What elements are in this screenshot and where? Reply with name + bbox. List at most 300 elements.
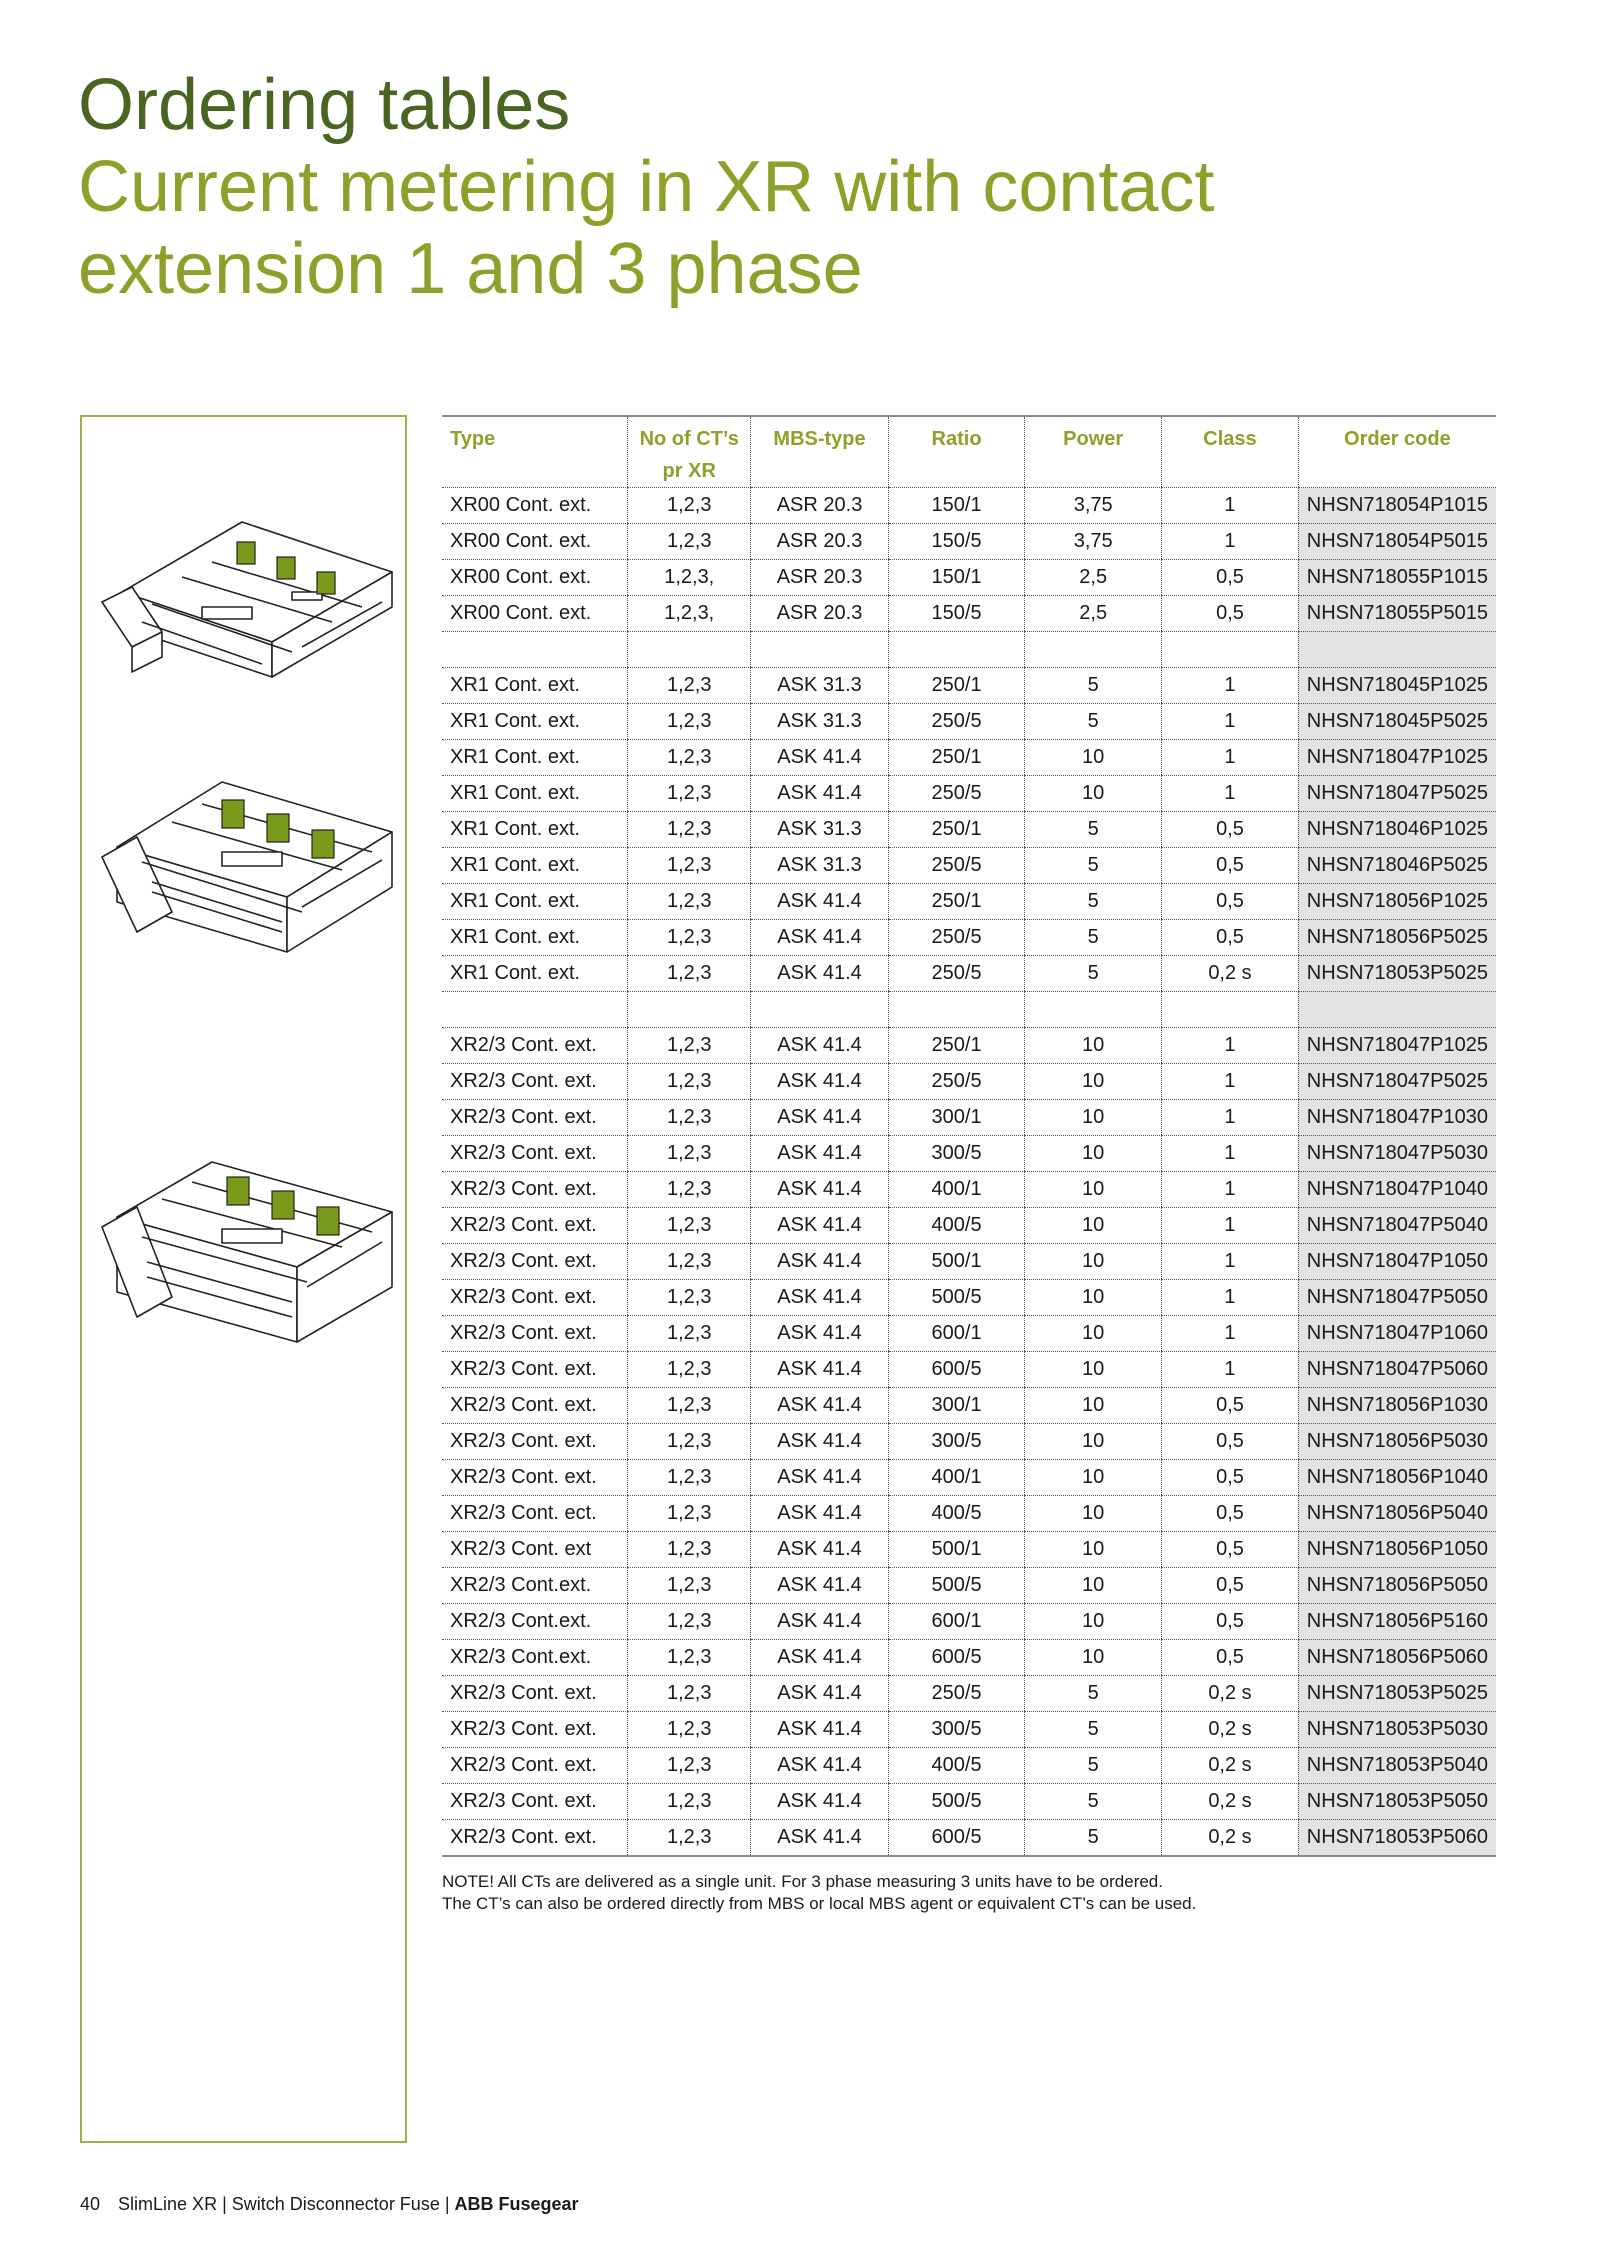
cell-class: 0,5	[1162, 1640, 1299, 1676]
cell-order-code: NHSN718047P5025	[1298, 1064, 1496, 1100]
cell-power: 10	[1025, 740, 1162, 776]
cell-type: XR2/3 Cont. ext.	[442, 1280, 628, 1316]
cell-ratio: 250/1	[889, 812, 1025, 848]
cell-type: XR2/3 Cont.ext.	[442, 1640, 628, 1676]
cell-order-code: NHSN718047P1040	[1298, 1172, 1496, 1208]
cell-ratio: 500/1	[889, 1244, 1025, 1280]
note-line-1: NOTE! All CTs are delivered as a single unit. For 3 phase measuring 3 units have to be ordered.	[442, 1872, 1163, 1891]
table-row	[442, 1172, 1496, 1208]
cell-class: 0,5	[1162, 560, 1299, 596]
cell-order-code: NHSN718047P1050	[1298, 1244, 1496, 1280]
cell-ratio: 600/5	[889, 1820, 1025, 1857]
cell-type	[442, 632, 628, 668]
cell-mbs-type: ASK 41.4	[751, 1280, 889, 1316]
cell-order-code: NHSN718056P5160	[1298, 1604, 1496, 1640]
cell-power: 3,75	[1025, 488, 1162, 524]
cell-ratio: 150/5	[889, 596, 1025, 632]
cell-no-of-cts: 1,2,3	[628, 1388, 751, 1424]
cell-class: 1	[1162, 1028, 1299, 1064]
cell-class: 1	[1162, 1316, 1299, 1352]
cell-order-code: NHSN718056P1030	[1298, 1388, 1496, 1424]
ordering-table	[442, 415, 1496, 1857]
cell-ratio: 250/1	[889, 740, 1025, 776]
cell-class: 0,5	[1162, 1388, 1299, 1424]
cell-order-code: NHSN718056P5060	[1298, 1640, 1496, 1676]
cell-order-code	[1298, 992, 1496, 1028]
cell-ratio: 400/5	[889, 1748, 1025, 1784]
cell-ratio: 500/5	[889, 1280, 1025, 1316]
table-row	[442, 1064, 1496, 1100]
cell-no-of-cts: 1,2,3	[628, 956, 751, 992]
cell-power: 5	[1025, 1820, 1162, 1857]
cell-order-code: NHSN718056P1050	[1298, 1532, 1496, 1568]
cell-mbs-type: ASK 41.4	[751, 776, 889, 812]
cell-class: 1	[1162, 1280, 1299, 1316]
spacer-row	[442, 632, 1496, 668]
cell-mbs-type: ASK 41.4	[751, 1208, 889, 1244]
cell-type: XR2/3 Cont. ext.	[442, 1460, 628, 1496]
cell-mbs-type: ASK 41.4	[751, 1676, 889, 1712]
cell-type: XR00 Cont. ext.	[442, 560, 628, 596]
xr00-drawing	[92, 482, 402, 702]
cell-ratio: 600/5	[889, 1352, 1025, 1388]
header-ratio: Ratio	[889, 416, 1025, 488]
table-row	[442, 920, 1496, 956]
cell-type: XR2/3 Cont. ext.	[442, 1244, 628, 1280]
cell-mbs-type: ASK 41.4	[751, 1604, 889, 1640]
cell-power: 10	[1025, 1136, 1162, 1172]
cell-no-of-cts: 1,2,3	[628, 920, 751, 956]
cell-type: XR2/3 Cont. ext.	[442, 1712, 628, 1748]
cell-type: XR2/3 Cont. ext.	[442, 1784, 628, 1820]
cell-type: XR00 Cont. ext.	[442, 524, 628, 560]
cell-ratio: 150/5	[889, 524, 1025, 560]
cell-order-code: NHSN718053P5030	[1298, 1712, 1496, 1748]
cell-ratio	[889, 992, 1025, 1028]
cell-power: 5	[1025, 884, 1162, 920]
cell-class: 1	[1162, 524, 1299, 560]
cell-mbs-type: ASK 41.4	[751, 1352, 889, 1388]
cell-power: 10	[1025, 1100, 1162, 1136]
cell-ratio: 250/5	[889, 848, 1025, 884]
cell-power: 10	[1025, 1424, 1162, 1460]
cell-power: 5	[1025, 1712, 1162, 1748]
cell-ratio: 300/5	[889, 1424, 1025, 1460]
cell-order-code: NHSN718047P5040	[1298, 1208, 1496, 1244]
cell-type: XR2/3 Cont. ext.	[442, 1388, 628, 1424]
cell-power: 5	[1025, 668, 1162, 704]
cell-type: XR2/3 Cont. ext.	[442, 1820, 628, 1857]
table-row	[442, 1388, 1496, 1424]
cell-mbs-type: ASK 41.4	[751, 1244, 889, 1280]
cell-no-of-cts: 1,2,3	[628, 848, 751, 884]
cell-order-code: NHSN718053P5025	[1298, 956, 1496, 992]
cell-mbs-type: ASK 41.4	[751, 1424, 889, 1460]
cell-order-code: NHSN718047P5030	[1298, 1136, 1496, 1172]
cell-order-code: NHSN718047P1025	[1298, 1028, 1496, 1064]
table-row	[442, 1100, 1496, 1136]
cell-no-of-cts: 1,2,3	[628, 1244, 751, 1280]
cell-no-of-cts: 1,2,3	[628, 1100, 751, 1136]
cell-mbs-type: ASK 41.4	[751, 920, 889, 956]
table-row	[442, 488, 1496, 524]
cell-type: XR2/3 Cont. ext.	[442, 1352, 628, 1388]
cell-power: 2,5	[1025, 560, 1162, 596]
cell-no-of-cts: 1,2,3	[628, 1676, 751, 1712]
cell-order-code: NHSN718045P1025	[1298, 668, 1496, 704]
cell-mbs-type: ASK 41.4	[751, 1640, 889, 1676]
spacer-row	[442, 992, 1496, 1028]
cell-mbs-type: ASK 41.4	[751, 1532, 889, 1568]
cell-mbs-type: ASK 41.4	[751, 1712, 889, 1748]
cell-type: XR1 Cont. ext.	[442, 848, 628, 884]
cell-order-code: NHSN718053P5025	[1298, 1676, 1496, 1712]
cell-power: 10	[1025, 776, 1162, 812]
note-line-2: The CT’s can also be ordered directly from MBS or local MBS agent or equivalent CT’s can be used.	[442, 1894, 1197, 1913]
table-row	[442, 1640, 1496, 1676]
cell-mbs-type: ASK 41.4	[751, 1784, 889, 1820]
cell-no-of-cts: 1,2,3	[628, 1280, 751, 1316]
cell-type	[442, 992, 628, 1028]
cell-power: 10	[1025, 1028, 1162, 1064]
table-row	[442, 1460, 1496, 1496]
cell-class: 1	[1162, 1136, 1299, 1172]
table-row	[442, 812, 1496, 848]
cell-class: 0,5	[1162, 848, 1299, 884]
cell-order-code: NHSN718055P5015	[1298, 596, 1496, 632]
cell-power: 5	[1025, 956, 1162, 992]
table-row	[442, 1712, 1496, 1748]
cell-power: 10	[1025, 1172, 1162, 1208]
cell-mbs-type: ASK 41.4	[751, 1136, 889, 1172]
cell-mbs-type: ASK 41.4	[751, 1820, 889, 1857]
table-row	[442, 1424, 1496, 1460]
cell-class	[1162, 992, 1299, 1028]
cell-class: 1	[1162, 1208, 1299, 1244]
cell-no-of-cts: 1,2,3	[628, 1640, 751, 1676]
cell-class: 0,5	[1162, 596, 1299, 632]
page-number: 40	[80, 2194, 101, 2214]
cell-mbs-type: ASK 41.4	[751, 1316, 889, 1352]
cell-power: 10	[1025, 1640, 1162, 1676]
cell-type: XR2/3 Cont. ext.	[442, 1028, 628, 1064]
footer	[80, 2194, 579, 2215]
cell-ratio: 150/1	[889, 488, 1025, 524]
cell-class: 0,5	[1162, 920, 1299, 956]
cell-power: 5	[1025, 920, 1162, 956]
cell-power: 10	[1025, 1352, 1162, 1388]
cell-class: 0,5	[1162, 812, 1299, 848]
cell-class: 1	[1162, 1064, 1299, 1100]
cell-class: 0,5	[1162, 1532, 1299, 1568]
page-title: Ordering tables	[78, 65, 571, 145]
cell-power: 5	[1025, 812, 1162, 848]
cell-type: XR2/3 Cont. ext.	[442, 1100, 628, 1136]
cell-ratio: 300/1	[889, 1388, 1025, 1424]
cell-mbs-type: ASK 41.4	[751, 1388, 889, 1424]
cell-order-code: NHSN718056P5050	[1298, 1568, 1496, 1604]
cell-ratio: 250/1	[889, 884, 1025, 920]
table-row	[442, 524, 1496, 560]
table-body	[442, 488, 1496, 1857]
table-row	[442, 1568, 1496, 1604]
cell-class: 0,5	[1162, 884, 1299, 920]
cell-type: XR2/3 Cont. ext.	[442, 1172, 628, 1208]
cell-type: XR2/3 Cont. ext.	[442, 1676, 628, 1712]
cell-no-of-cts: 1,2,3	[628, 1316, 751, 1352]
header-no-of-cts: No of CT’s pr XR	[628, 416, 751, 488]
cell-no-of-cts	[628, 992, 751, 1028]
footer-text: SlimLine XR | Switch Disconnector Fuse |	[118, 2194, 455, 2214]
cell-no-of-cts: 1,2,3	[628, 1784, 751, 1820]
cell-ratio: 600/1	[889, 1604, 1025, 1640]
cell-ratio	[889, 632, 1025, 668]
cell-mbs-type: ASK 41.4	[751, 1748, 889, 1784]
cell-power: 10	[1025, 1244, 1162, 1280]
cell-power: 10	[1025, 1460, 1162, 1496]
note	[442, 1871, 1496, 1915]
cell-mbs-type: ASK 41.4	[751, 1496, 889, 1532]
cell-mbs-type: ASK 41.4	[751, 884, 889, 920]
cell-order-code: NHSN718053P5050	[1298, 1784, 1496, 1820]
cell-order-code: NHSN718054P1015	[1298, 488, 1496, 524]
cell-no-of-cts: 1,2,3	[628, 488, 751, 524]
cell-class: 0,2 s	[1162, 1820, 1299, 1857]
title-block	[78, 64, 1478, 310]
cell-no-of-cts: 1,2,3	[628, 1064, 751, 1100]
cell-no-of-cts: 1,2,3,	[628, 560, 751, 596]
cell-mbs-type	[751, 992, 889, 1028]
cell-order-code: NHSN718056P1025	[1298, 884, 1496, 920]
cell-class: 0,2 s	[1162, 1712, 1299, 1748]
cell-power: 5	[1025, 848, 1162, 884]
cell-no-of-cts: 1,2,3	[628, 776, 751, 812]
cell-type: XR2/3 Cont. ext.	[442, 1748, 628, 1784]
cell-type: XR2/3 Cont. ext.	[442, 1424, 628, 1460]
cell-mbs-type: ASK 41.4	[751, 1064, 889, 1100]
cell-type: XR1 Cont. ext.	[442, 740, 628, 776]
cell-power: 10	[1025, 1568, 1162, 1604]
header-mbs-type: MBS-type	[751, 416, 889, 488]
cell-type: XR1 Cont. ext.	[442, 884, 628, 920]
cell-ratio: 400/5	[889, 1208, 1025, 1244]
cell-ratio: 250/1	[889, 668, 1025, 704]
cell-class	[1162, 632, 1299, 668]
cell-order-code	[1298, 632, 1496, 668]
cell-no-of-cts: 1,2,3	[628, 1712, 751, 1748]
cell-no-of-cts: 1,2,3	[628, 1496, 751, 1532]
cell-ratio: 250/1	[889, 1028, 1025, 1064]
table-row	[442, 596, 1496, 632]
cell-power	[1025, 992, 1162, 1028]
cell-no-of-cts: 1,2,3	[628, 1172, 751, 1208]
cell-ratio: 600/1	[889, 1316, 1025, 1352]
cell-mbs-type: ASK 41.4	[751, 1172, 889, 1208]
table-row	[442, 1316, 1496, 1352]
cell-order-code: NHSN718047P1030	[1298, 1100, 1496, 1136]
cell-power	[1025, 632, 1162, 668]
header-class: Class	[1162, 416, 1299, 488]
cell-class: 1	[1162, 1172, 1299, 1208]
cell-class: 1	[1162, 1244, 1299, 1280]
table-row	[442, 560, 1496, 596]
cell-ratio: 600/5	[889, 1640, 1025, 1676]
cell-class: 0,5	[1162, 1604, 1299, 1640]
cell-class: 0,2 s	[1162, 1676, 1299, 1712]
cell-mbs-type: ASK 41.4	[751, 1568, 889, 1604]
cell-ratio: 250/5	[889, 1064, 1025, 1100]
cell-class: 0,2 s	[1162, 956, 1299, 992]
header-type: Type	[442, 416, 628, 488]
cell-mbs-type: ASK 31.3	[751, 812, 889, 848]
table-row	[442, 1352, 1496, 1388]
cell-order-code: NHSN718045P5025	[1298, 704, 1496, 740]
cell-ratio: 500/1	[889, 1532, 1025, 1568]
cell-power: 5	[1025, 1676, 1162, 1712]
cell-power: 10	[1025, 1208, 1162, 1244]
cell-type: XR1 Cont. ext.	[442, 668, 628, 704]
cell-type: XR2/3 Cont. ext	[442, 1532, 628, 1568]
cell-ratio: 250/5	[889, 956, 1025, 992]
cell-type: XR1 Cont. ext.	[442, 812, 628, 848]
xr23-drawing	[92, 1137, 402, 1357]
cell-class: 1	[1162, 776, 1299, 812]
cell-power: 10	[1025, 1532, 1162, 1568]
cell-type: XR2/3 Cont. ext.	[442, 1136, 628, 1172]
table-row	[442, 1136, 1496, 1172]
cell-mbs-type: ASK 31.3	[751, 704, 889, 740]
cell-type: XR2/3 Cont. ext.	[442, 1208, 628, 1244]
header-order-code: Order code	[1298, 416, 1496, 488]
cell-order-code: NHSN718053P5040	[1298, 1748, 1496, 1784]
cell-power: 10	[1025, 1316, 1162, 1352]
cell-power: 5	[1025, 1748, 1162, 1784]
cell-ratio: 250/5	[889, 1676, 1025, 1712]
cell-class: 0,2 s	[1162, 1784, 1299, 1820]
cell-no-of-cts: 1,2,3	[628, 740, 751, 776]
cell-class: 0,5	[1162, 1424, 1299, 1460]
cell-mbs-type: ASK 31.3	[751, 668, 889, 704]
cell-no-of-cts: 1,2,3	[628, 1028, 751, 1064]
cell-order-code: NHSN718047P1025	[1298, 740, 1496, 776]
cell-no-of-cts: 1,2,3	[628, 1532, 751, 1568]
cell-power: 5	[1025, 1784, 1162, 1820]
cell-ratio: 250/5	[889, 920, 1025, 956]
cell-class: 0,5	[1162, 1460, 1299, 1496]
header-power: Power	[1025, 416, 1162, 488]
table-row	[442, 704, 1496, 740]
cell-no-of-cts: 1,2,3	[628, 1136, 751, 1172]
cell-mbs-type: ASK 41.4	[751, 956, 889, 992]
cell-mbs-type: ASR 20.3	[751, 560, 889, 596]
cell-power: 10	[1025, 1604, 1162, 1640]
cell-ratio: 250/5	[889, 776, 1025, 812]
cell-type: XR1 Cont. ext.	[442, 920, 628, 956]
table-row	[442, 740, 1496, 776]
cell-no-of-cts: 1,2,3	[628, 1352, 751, 1388]
cell-power: 10	[1025, 1388, 1162, 1424]
table-row	[442, 1028, 1496, 1064]
cell-no-of-cts: 1,2,3	[628, 1748, 751, 1784]
cell-order-code: NHSN718047P5060	[1298, 1352, 1496, 1388]
cell-power: 3,75	[1025, 524, 1162, 560]
table-row	[442, 1676, 1496, 1712]
cell-ratio: 400/5	[889, 1496, 1025, 1532]
cell-class: 0,5	[1162, 1568, 1299, 1604]
cell-order-code: NHSN718056P5030	[1298, 1424, 1496, 1460]
cell-ratio: 150/1	[889, 560, 1025, 596]
table-row	[442, 956, 1496, 992]
cell-type: XR2/3 Cont. ect.	[442, 1496, 628, 1532]
cell-mbs-type: ASK 41.4	[751, 1028, 889, 1064]
cell-no-of-cts: 1,2,3	[628, 1568, 751, 1604]
cell-type: XR1 Cont. ext.	[442, 776, 628, 812]
cell-ratio: 300/5	[889, 1136, 1025, 1172]
cell-ratio: 300/1	[889, 1100, 1025, 1136]
table-header-row	[442, 416, 1496, 488]
cell-no-of-cts: 1,2,3	[628, 704, 751, 740]
cell-order-code: NHSN718056P1040	[1298, 1460, 1496, 1496]
cell-ratio: 500/5	[889, 1568, 1025, 1604]
cell-order-code: NHSN718055P1015	[1298, 560, 1496, 596]
table-row	[442, 1820, 1496, 1857]
cell-no-of-cts: 1,2,3	[628, 1604, 751, 1640]
cell-power: 2,5	[1025, 596, 1162, 632]
table-row	[442, 1604, 1496, 1640]
product-image-panel	[80, 415, 407, 2143]
cell-mbs-type: ASR 20.3	[751, 596, 889, 632]
cell-no-of-cts	[628, 632, 751, 668]
cell-ratio: 400/1	[889, 1460, 1025, 1496]
cell-mbs-type: ASK 31.3	[751, 848, 889, 884]
cell-type: XR00 Cont. ext.	[442, 488, 628, 524]
cell-no-of-cts: 1,2,3	[628, 1208, 751, 1244]
table-row	[442, 776, 1496, 812]
footer-brand: ABB Fusegear	[454, 2194, 579, 2214]
cell-power: 10	[1025, 1064, 1162, 1100]
cell-class: 0,2 s	[1162, 1748, 1299, 1784]
table-row	[442, 1280, 1496, 1316]
cell-class: 1	[1162, 1352, 1299, 1388]
table-row	[442, 1784, 1496, 1820]
cell-class: 1	[1162, 668, 1299, 704]
table-row	[442, 848, 1496, 884]
cell-mbs-type: ASK 41.4	[751, 1460, 889, 1496]
cell-power: 5	[1025, 704, 1162, 740]
cell-mbs-type: ASK 41.4	[751, 1100, 889, 1136]
cell-order-code: NHSN718046P5025	[1298, 848, 1496, 884]
table-row	[442, 884, 1496, 920]
cell-no-of-cts: 1,2,3	[628, 884, 751, 920]
cell-ratio: 300/5	[889, 1712, 1025, 1748]
table-row	[442, 1748, 1496, 1784]
cell-no-of-cts: 1,2,3	[628, 812, 751, 848]
cell-class: 1	[1162, 740, 1299, 776]
cell-order-code: NHSN718046P1025	[1298, 812, 1496, 848]
cell-order-code: NHSN718056P5040	[1298, 1496, 1496, 1532]
cell-no-of-cts: 1,2,3,	[628, 596, 751, 632]
xr1-drawing	[92, 752, 402, 972]
cell-mbs-type	[751, 632, 889, 668]
cell-type: XR2/3 Cont. ext.	[442, 1064, 628, 1100]
page-subtitle: Current metering in XR with contact extension 1 and 3 phase	[78, 147, 1215, 309]
cell-type: XR1 Cont. ext.	[442, 704, 628, 740]
cell-order-code: NHSN718047P1060	[1298, 1316, 1496, 1352]
cell-type: XR2/3 Cont.ext.	[442, 1604, 628, 1640]
cell-type: XR2/3 Cont. ext.	[442, 1316, 628, 1352]
cell-order-code: NHSN718054P5015	[1298, 524, 1496, 560]
cell-class: 0,5	[1162, 1496, 1299, 1532]
